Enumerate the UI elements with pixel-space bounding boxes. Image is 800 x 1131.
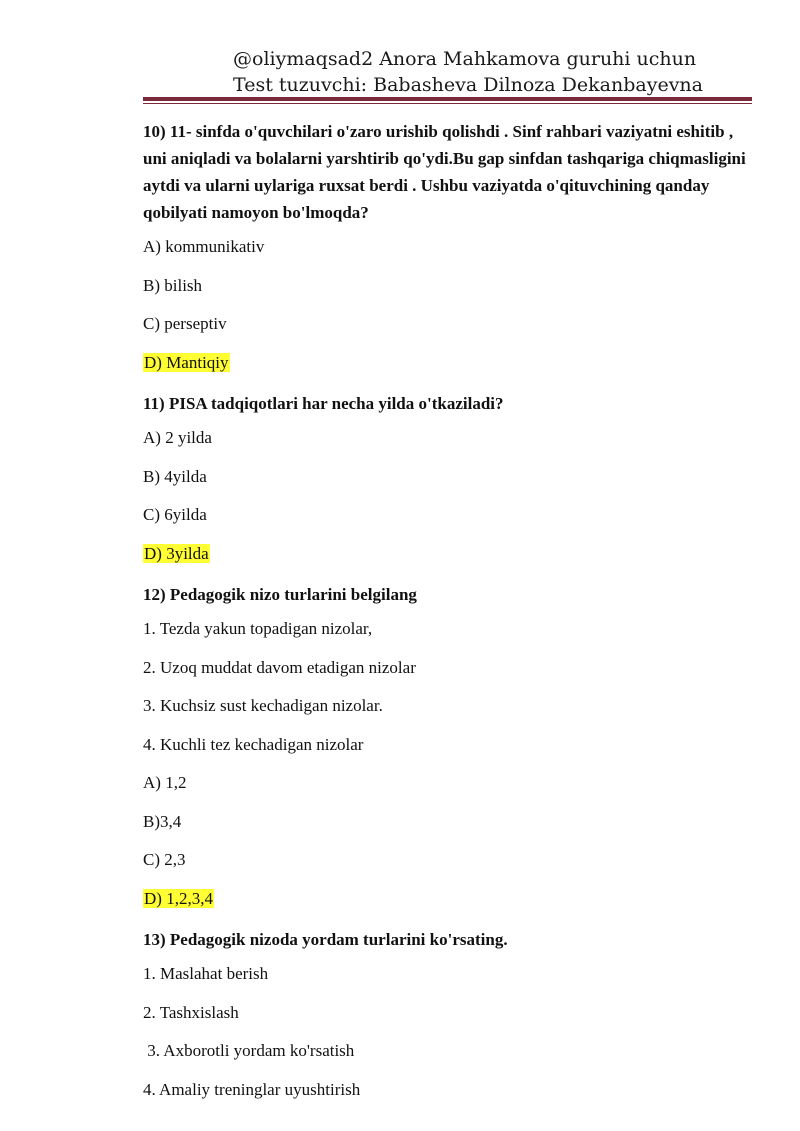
correct-answer-option [143,543,753,565]
header-line-2: Test tuzuvchi: Babasheva Dilnoza Dekanbayevna [233,74,703,96]
list-item: 3. Kuchsiz sust kechadigan nizolar. [143,696,383,715]
question-text: 11) PISA tadqiqotlari har necha yilda o'tkaziladi? [143,394,504,413]
list-item: 1. Tezda yakun topadigan nizolar, [143,619,373,638]
correct-answer-option [143,352,753,374]
question-block [143,118,753,374]
question-block [143,390,753,565]
answer-option: A) 1,2 [143,773,187,792]
correct-answer-highlight: D) 1,2,3,4 [144,888,213,908]
answer-option: C) 2,3 [143,850,186,869]
answer-option: A) kommunikativ [143,237,265,256]
correct-answer-highlight: D) 3yilda [144,543,209,563]
question-block [143,926,753,1101]
document-header [233,46,703,98]
question-block [143,581,753,910]
correct-answer-option [143,888,753,910]
correct-answer-highlight: D) Mantiqiy [144,352,229,372]
header-rule-thin [143,103,752,104]
list-item: 2. Uzoq muddat davom etadigan nizolar [143,657,416,677]
list-item: 3. Axborotli yordam ko'rsatish [143,1041,355,1060]
list-item: 1. Maslahat berish [143,964,269,983]
question-text: 12) Pedagogik nizo turlarini belgilang [143,585,417,604]
header-rule-thick [143,97,752,101]
question-text: 13) Pedagogik nizoda yordam turlarini ko'rsating. [143,930,508,949]
answer-option: B)3,4 [143,811,182,831]
answer-option: B) 4yilda [143,466,207,486]
answer-option: C) 6yilda [143,505,207,524]
list-item: 4. Amaliy treninglar uyushtirish [143,1079,361,1099]
answer-option: B) bilish [143,275,203,295]
answer-option: A) 2 yilda [143,428,212,447]
questions-list [143,118,753,1117]
answer-option: C) perseptiv [143,314,227,333]
list-item: 2. Tashxislash [143,1002,239,1022]
header-line-1: @oliymaqsad2 Anora Mahkamova guruhi uchun [233,48,697,70]
question-text: 10) 11- sinfda o'quvchilari o'zaro urishib qolishdi . Sinf rahbari vaziyatni eshitib , uni aniqladi va bolalarni yarshtirib qo'ydi.Bu gap sinfdan tashqariga chiqmasligini aytdi va ularni uylariga ruxsat berdi . Ushbu vaziyatda o'qituvchining qanday qobilyati namoyon bo'lmoqda? [143,122,746,222]
list-item: 4. Kuchli tez kechadigan nizolar [143,734,364,754]
